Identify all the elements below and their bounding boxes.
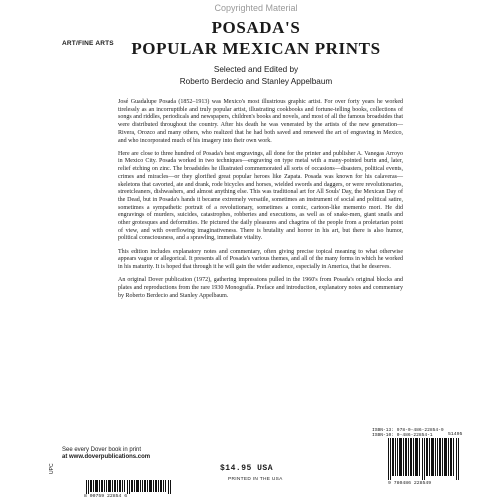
upc-barcode [86,480,172,494]
dover-website-note [62,447,182,462]
upc-barcode-caption: 8 00759 22854 6 [84,494,128,499]
upc-vertical-label: UPC [49,463,55,474]
isbn-barcode-caption: 9 780486 228549 [388,481,432,486]
paragraph-2: Here are close to three hundred of Posada's best engravings, all done for the printer and publisher A. Vanegas Arroyo in Mexico City. Posada worked in two techniques—engraving on type metal with a many-pointed burin and, later, relief etching on zinc. The broadsides he illustrated commemorated all sorts of occasions—disasters, political events, crimes and miracles—or they glorified great popular heroes like Zapata. Posada was known for his calaveras—skeletons that cavorted, ate and drank, rode bicycles and horses, wielded swords and daggers, or were revolutionaries, streetcleaners, dishwashers, and almost anything else. This was traditional art for All Souls' Day, the Mexican Day of the Dead, but in Posada's hands it became extremely versatile, sometimes an instrument of social and political satire, sometimes a sympathetic portrait of a revolutionary, sometimes a comic, cartoon-like memento mori. He did engravings of murders, suicides, catastrophes, robberies and executions, as well as of snake-men, giant snails and other grotesques and deformities. He pictured the daily pleasures and chagrins of the people from a proletarian point of view, and with overflowing imaginativeness. There is brutality and horror in his art, but there is also humor, political consciousness, and a sprawling, immediate vitality. [118,150,403,242]
category-label: ART/FINE ARTS [62,40,114,47]
paragraph-3: This edition includes explanatory notes and commentary, often giving precise topical meaning to what otherwise appears vague or allegorical. It presents all of Posada's various themes, and all of the many forms in which he worked in his maturity. It is hoped that through it he will gain the wider audience, especially in America, that he deserves. [118,248,403,271]
dover-note-line1: See every Dover book in print [62,447,142,453]
dover-website-link[interactable]: at www.doverpublications.com [62,454,151,461]
book-title-line1: POSADA'S [211,18,301,37]
isbn-barcode [388,438,460,480]
paragraph-4: An original Dover publication (1972), gathering impressions pulled in the 1960's from Posada's original blocks and plates and reproductions from the rare 1930 Monografía. Preface and introduction, explanatory notes and commentary by Roberto Berdecio and Stanley Appelbaum. [118,277,403,299]
description-body [118,99,403,306]
editors-intro: Selected and Edited by [213,65,299,74]
isbn-price-code: 51495 [448,432,463,437]
price-label: $14.95 USA [220,464,274,473]
book-title-line2: POPULAR MEXICAN PRINTS [131,39,381,58]
paragraph-1: José Guadalupe Posada (1852–1913) was Mexico's most illustrious graphic artist. For over forty years he worked tirelessly as an incorruptible and truly popular artist, illustrating cookbooks and fortune-telling books, collections of songs and riddles, periodicals and newspapers, children's books and novels, and most of all the famous broadsides that were distributed throughout the country. After his death he was venerated by the artists of the new generation—Rivera, Orozco and many others, who realized that he had both saved and renewed the art of engraving in Mexico, and who incorporated much of his imagery into their own work. [118,99,403,144]
printed-in-label: PRINTED IN THE USA [228,477,283,482]
copyright-banner: Copyrighted Material [214,3,298,13]
isbn13-text: ISBN-13: 978-0-486-22854-9 [372,428,444,433]
isbn10-text: ISBN-10: 0-486-22854-1 [372,433,433,439]
editors-names: Roberto Berdecio and Stanley Appelbaum [179,77,333,86]
